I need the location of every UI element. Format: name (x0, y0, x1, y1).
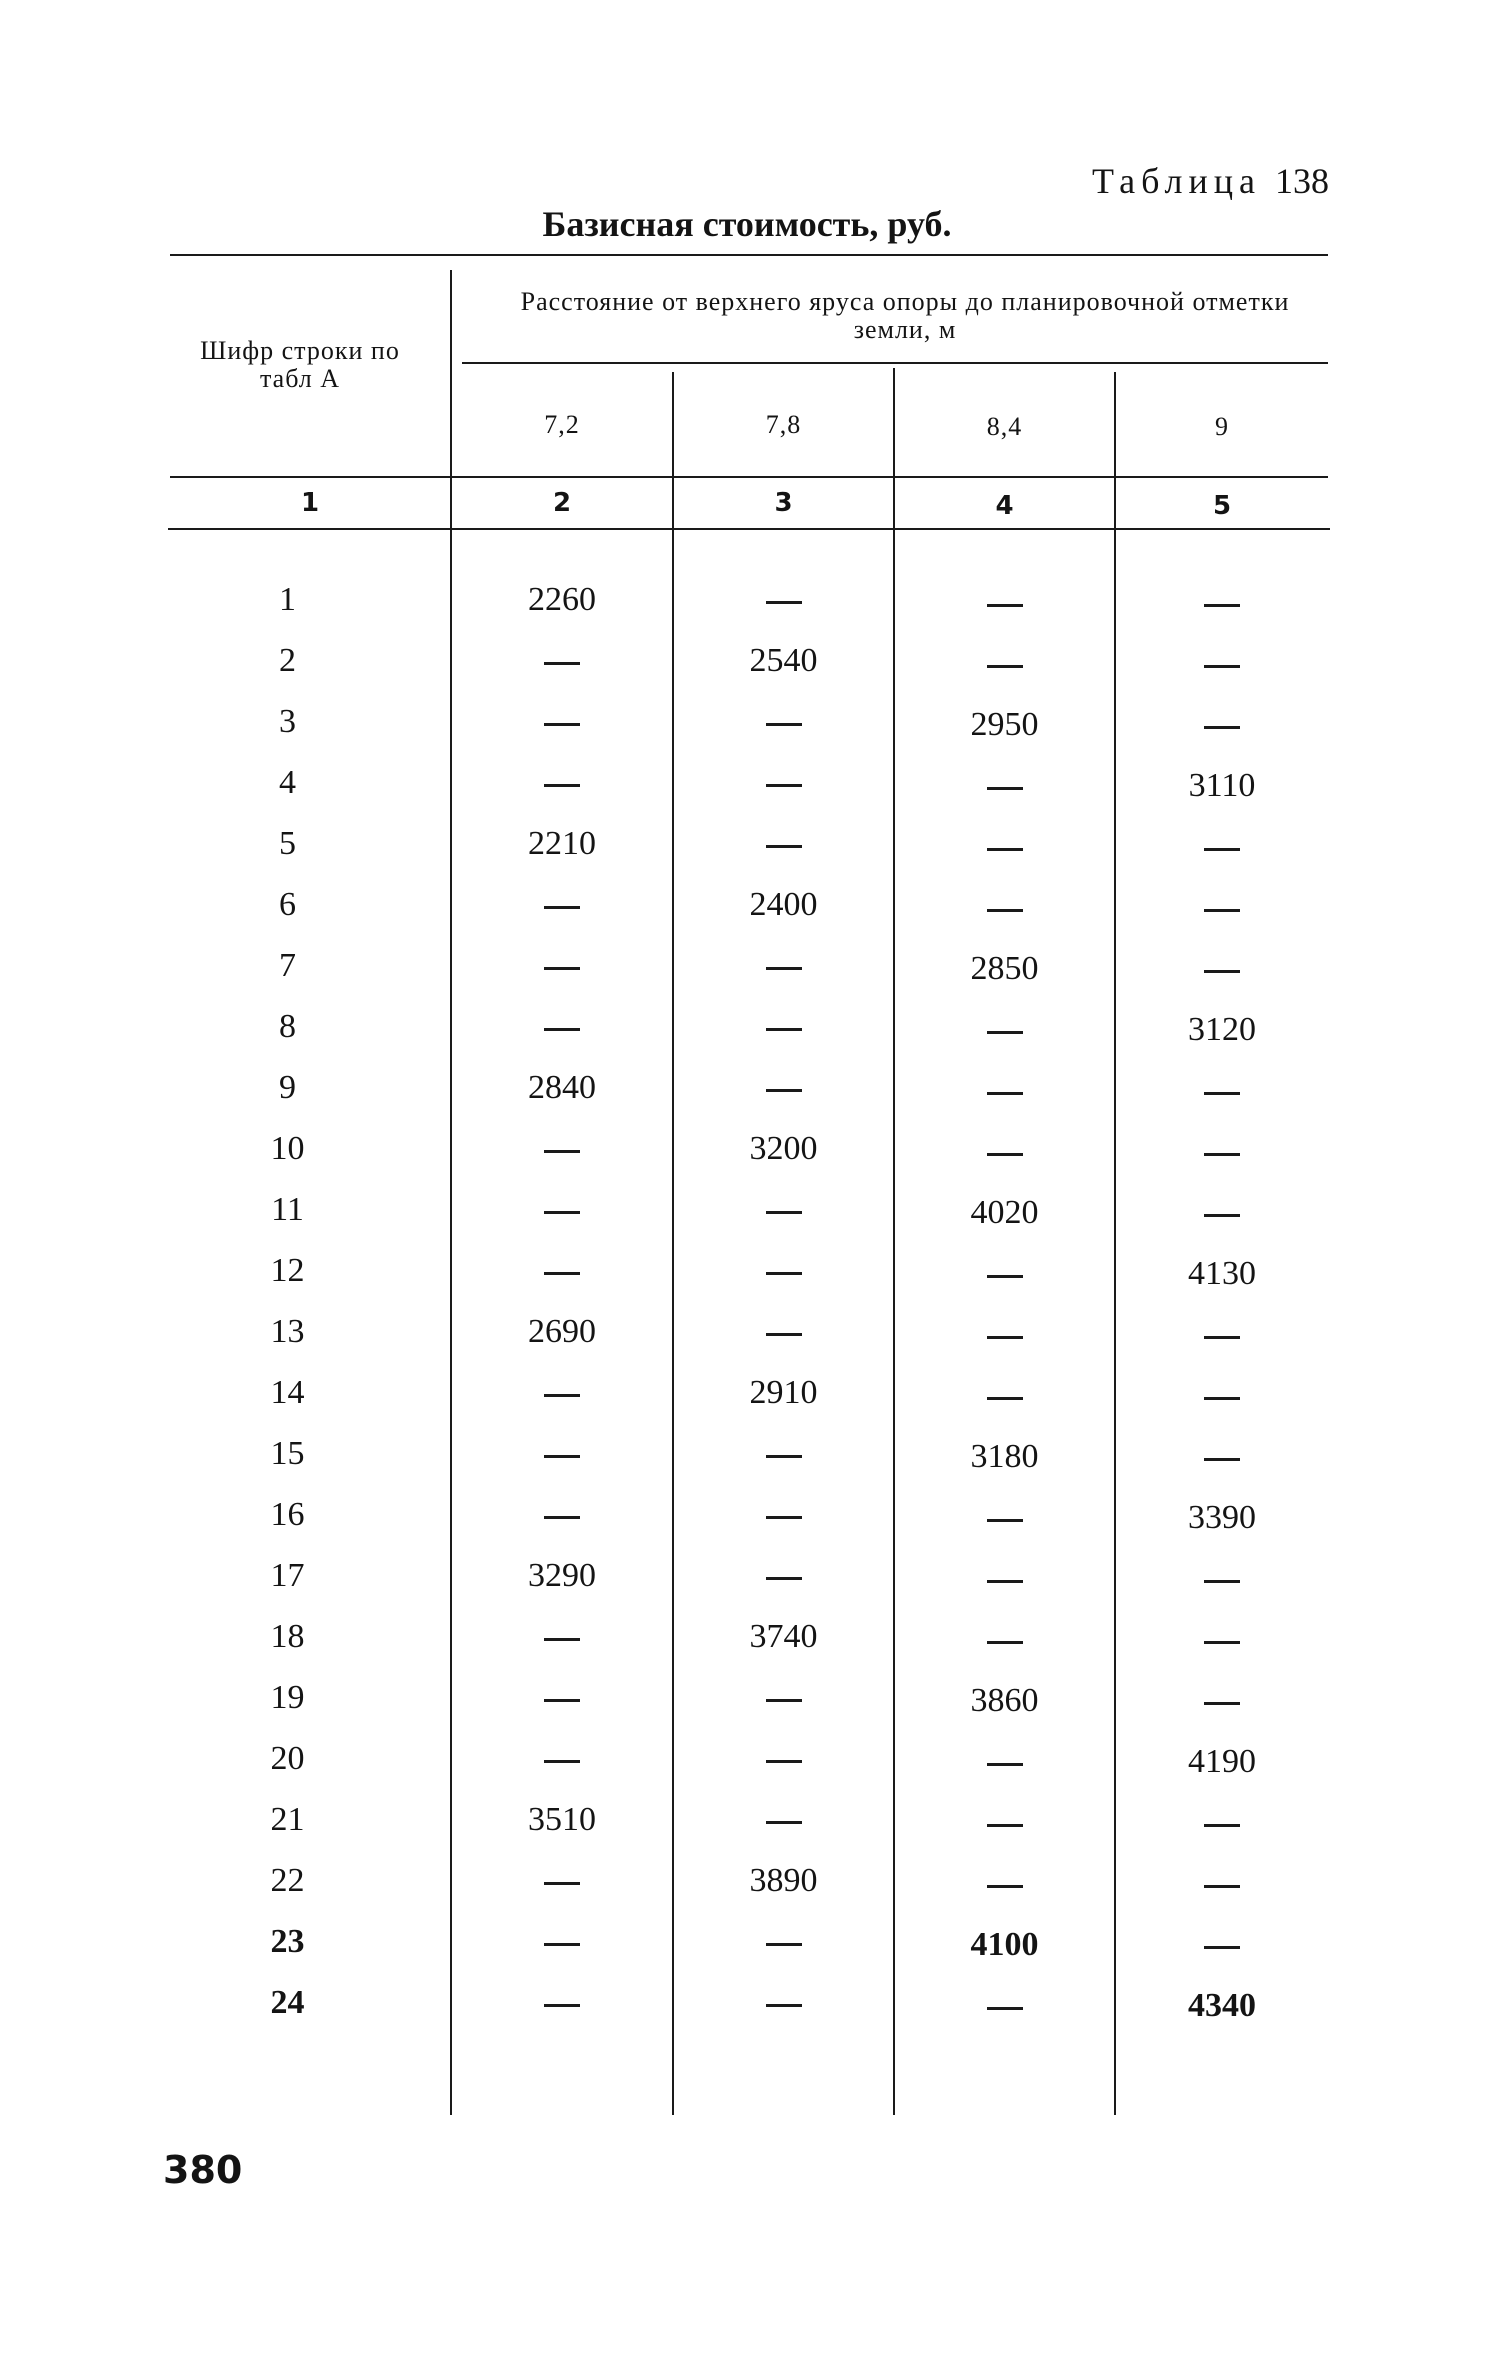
empty-cell-dash (674, 761, 893, 805)
empty-cell-dash (895, 1740, 1114, 1784)
dash-mark (1204, 1641, 1240, 1644)
cost-value: 2540 (749, 642, 818, 679)
empty-cell-dash (1116, 1557, 1328, 1601)
empty-cell-dash (674, 1188, 893, 1232)
empty-cell-dash (1116, 886, 1328, 930)
dash-mark (766, 1516, 802, 1519)
cost-value: 2840 (528, 1069, 596, 1106)
empty-cell-dash (1116, 947, 1328, 991)
empty-cell-dash (452, 1127, 672, 1171)
dash-mark (1204, 1336, 1240, 1339)
empty-cell-dash (1116, 1923, 1328, 1967)
empty-cell-dash (1116, 1191, 1328, 1235)
dash-mark (987, 1397, 1023, 1400)
dash-mark (766, 1272, 802, 1275)
row-code: 1 (279, 581, 296, 618)
dash-mark (544, 1028, 580, 1031)
row-code: 8 (279, 1008, 296, 1045)
empty-cell-dash (1116, 581, 1328, 625)
row-code: 5 (279, 825, 296, 862)
dash-mark (766, 1821, 802, 1824)
header-bottom-rule (168, 528, 1330, 530)
empty-cell-dash (452, 1249, 672, 1293)
dash-mark (544, 967, 580, 970)
row-code: 2 (279, 642, 296, 679)
empty-cell-dash (895, 1374, 1114, 1418)
dash-mark (987, 1519, 1023, 1522)
empty-cell-dash (674, 944, 893, 988)
cost-value: 4100 (970, 1926, 1039, 1963)
dash-mark (987, 665, 1023, 668)
row-code: 3 (279, 703, 296, 740)
cost-value: 3110 (1188, 767, 1256, 804)
empty-cell-dash (1116, 1435, 1328, 1479)
dash-mark (1204, 1092, 1240, 1095)
empty-cell-dash (1116, 1130, 1328, 1174)
dash-mark (1204, 1885, 1240, 1888)
dash-mark (544, 784, 580, 787)
cost-value: 2260 (528, 581, 596, 618)
empty-cell-dash (452, 1676, 672, 1720)
row-code: 17 (270, 1557, 305, 1594)
empty-cell-dash (674, 1249, 893, 1293)
row-code: 18 (270, 1618, 305, 1655)
table-number: 138 (1275, 161, 1329, 201)
dash-mark (987, 1580, 1023, 1583)
dash-mark (1204, 1397, 1240, 1400)
column-number-5: 5 (1212, 491, 1232, 521)
empty-cell-dash (674, 1066, 893, 1110)
dash-mark (1204, 1824, 1240, 1827)
dash-mark (987, 909, 1023, 912)
dash-mark (987, 1824, 1023, 1827)
dash-mark (1204, 665, 1240, 668)
column-divider-4 (1114, 372, 1116, 2115)
row-code: 10 (270, 1130, 305, 1167)
empty-cell-dash (895, 886, 1114, 930)
dash-mark (987, 2007, 1023, 2010)
cost-value: 2210 (528, 825, 596, 862)
empty-cell-dash (1116, 1801, 1328, 1845)
empty-cell-dash (452, 1371, 672, 1415)
dash-mark (1204, 726, 1240, 729)
dash-mark (766, 1028, 802, 1031)
dash-mark (1204, 1702, 1240, 1705)
dash-mark (766, 967, 802, 970)
cost-value: 3390 (1188, 1499, 1256, 1536)
header-distance-3: 8,4 (986, 412, 1023, 441)
dash-mark (766, 1760, 802, 1763)
empty-cell-dash (452, 1188, 672, 1232)
empty-cell-dash (895, 825, 1114, 869)
dash-mark (544, 1760, 580, 1763)
dash-mark (544, 1272, 580, 1275)
header-top-rule (170, 254, 1328, 256)
cost-value: 3890 (749, 1862, 818, 1899)
dash-mark (544, 723, 580, 726)
cost-value: 2910 (749, 1374, 818, 1411)
page-number: 380 (163, 2148, 243, 2192)
row-code: 23 (270, 1923, 305, 1960)
empty-cell-dash (1116, 1069, 1328, 1113)
row-code: 22 (270, 1862, 305, 1899)
row-code: 9 (279, 1069, 296, 1106)
table-label-word: Таблица (1092, 161, 1261, 201)
header-distance-4: 9 (1215, 412, 1229, 441)
dash-mark (987, 604, 1023, 607)
empty-cell-dash (674, 1676, 893, 1720)
dash-mark (1204, 1946, 1240, 1949)
empty-cell-dash (674, 822, 893, 866)
dash-mark (766, 1699, 802, 1702)
dash-mark (766, 1333, 802, 1336)
empty-cell-dash (452, 1432, 672, 1476)
cost-value: 3860 (970, 1682, 1039, 1719)
empty-cell-dash (452, 1005, 672, 1049)
row-code: 12 (270, 1252, 305, 1289)
dash-mark (1204, 1580, 1240, 1583)
cost-value: 2690 (528, 1313, 596, 1350)
dash-mark (987, 1031, 1023, 1034)
cost-value: 3180 (970, 1438, 1039, 1475)
dash-mark (987, 1641, 1023, 1644)
row-code: 7 (279, 947, 296, 984)
row-code: 4 (279, 764, 296, 801)
dash-mark (1204, 1214, 1240, 1217)
header-distance-2: 7,8 (765, 410, 802, 439)
empty-cell-dash (1116, 1374, 1328, 1418)
cost-value: 2950 (970, 706, 1039, 743)
empty-cell-dash (895, 1618, 1114, 1662)
cost-value: 4130 (1188, 1255, 1256, 1292)
dash-mark (987, 848, 1023, 851)
empty-cell-dash (895, 642, 1114, 686)
empty-cell-dash (674, 1493, 893, 1537)
empty-cell-dash (1116, 1618, 1328, 1662)
row-code: 13 (270, 1313, 305, 1350)
row-code: 14 (270, 1374, 305, 1411)
column-number-1: 1 (300, 488, 320, 518)
cost-value: 3290 (528, 1557, 596, 1594)
dash-mark (544, 1516, 580, 1519)
empty-cell-dash (452, 944, 672, 988)
dash-mark (766, 1455, 802, 1458)
cost-value: 4020 (970, 1194, 1039, 1231)
cost-value: 3120 (1188, 1011, 1256, 1048)
dash-mark (766, 784, 802, 787)
dash-mark (766, 2004, 802, 2007)
dash-mark (987, 787, 1023, 790)
empty-cell-dash (895, 1252, 1114, 1296)
dash-mark (544, 1211, 580, 1214)
dash-mark (1204, 909, 1240, 912)
cost-value: 4190 (1188, 1743, 1256, 1780)
empty-cell-dash (674, 1737, 893, 1781)
dash-mark (544, 662, 580, 665)
empty-cell-dash (895, 1862, 1114, 1906)
dash-mark (987, 1885, 1023, 1888)
empty-cell-dash (895, 1008, 1114, 1052)
header-colnum-rule (170, 476, 1328, 478)
empty-cell-dash (674, 1554, 893, 1598)
column-number-4: 4 (995, 491, 1014, 521)
dash-mark (544, 1394, 580, 1397)
table-label (1092, 160, 1329, 202)
empty-cell-dash (1116, 1862, 1328, 1906)
dash-mark (766, 601, 802, 604)
empty-cell-dash (452, 1493, 672, 1537)
empty-cell-dash (452, 1737, 672, 1781)
empty-cell-dash (1116, 642, 1328, 686)
empty-cell-dash (895, 1069, 1114, 1113)
header-row-code: Шифр строки по табл А (200, 336, 400, 393)
empty-cell-dash (674, 700, 893, 744)
dash-mark (987, 1092, 1023, 1095)
dash-mark (1204, 970, 1240, 973)
dash-mark (544, 1882, 580, 1885)
dash-mark (544, 1455, 580, 1458)
column-divider-3 (893, 368, 895, 2115)
empty-cell-dash (895, 1313, 1114, 1357)
cost-value: 3740 (749, 1618, 818, 1655)
empty-cell-dash (674, 1981, 893, 2025)
dash-mark (766, 1577, 802, 1580)
empty-cell-dash (452, 1981, 672, 2025)
cost-value: 2400 (749, 886, 818, 923)
empty-cell-dash (674, 1798, 893, 1842)
empty-cell-dash (452, 761, 672, 805)
empty-cell-dash (452, 883, 672, 927)
cost-value: 3510 (528, 1801, 596, 1838)
empty-cell-dash (895, 1130, 1114, 1174)
dash-mark (1204, 1458, 1240, 1461)
empty-cell-dash (1116, 1679, 1328, 1723)
empty-cell-dash (1116, 825, 1328, 869)
column-number-2: 2 (552, 488, 572, 518)
empty-cell-dash (674, 1310, 893, 1354)
row-code: 24 (270, 1984, 305, 2021)
empty-cell-dash (895, 764, 1114, 808)
empty-cell-dash (1116, 1313, 1328, 1357)
dash-mark (1204, 1153, 1240, 1156)
cost-value: 2850 (970, 950, 1039, 987)
dash-mark (544, 1699, 580, 1702)
row-code: 16 (270, 1496, 305, 1533)
dash-mark (987, 1763, 1023, 1766)
empty-cell-dash (1116, 703, 1328, 747)
cost-value: 4340 (1188, 1987, 1256, 2024)
empty-cell-dash (674, 578, 893, 622)
dash-mark (766, 845, 802, 848)
header-distance-group: Расстояние от верхнего яруса опоры до планировочной отметки земли, м (520, 287, 1290, 344)
cost-value: 3200 (749, 1130, 818, 1167)
empty-cell-dash (452, 1859, 672, 1903)
dash-mark (1204, 604, 1240, 607)
dash-mark (987, 1153, 1023, 1156)
empty-cell-dash (895, 1801, 1114, 1845)
dash-mark (1204, 848, 1240, 851)
header-distance-1: 7,2 (544, 410, 580, 439)
row-code: 20 (270, 1740, 305, 1777)
empty-cell-dash (452, 639, 672, 683)
dash-mark (544, 906, 580, 909)
dash-mark (544, 1943, 580, 1946)
row-code: 15 (270, 1435, 305, 1472)
row-code: 6 (279, 886, 296, 923)
empty-cell-dash (674, 1005, 893, 1049)
dash-mark (544, 1638, 580, 1641)
dash-mark (766, 723, 802, 726)
empty-cell-dash (895, 1984, 1114, 2028)
dash-mark (544, 1150, 580, 1153)
dash-mark (766, 1089, 802, 1092)
empty-cell-dash (895, 1496, 1114, 1540)
dash-mark (766, 1211, 802, 1214)
header-group-rule (462, 362, 1328, 364)
empty-cell-dash (452, 700, 672, 744)
empty-cell-dash (452, 1920, 672, 1964)
empty-cell-dash (452, 1615, 672, 1659)
dash-mark (987, 1336, 1023, 1339)
column-number-3: 3 (774, 488, 793, 518)
empty-cell-dash (895, 581, 1114, 625)
dash-mark (987, 1275, 1023, 1278)
empty-cell-dash (895, 1557, 1114, 1601)
empty-cell-dash (674, 1920, 893, 1964)
dash-mark (544, 2004, 580, 2007)
row-code: 11 (271, 1191, 304, 1228)
table-title: Базисная стоимость, руб. (542, 204, 952, 244)
column-divider-2 (672, 372, 674, 2115)
row-code: 21 (270, 1801, 305, 1838)
dash-mark (766, 1943, 802, 1946)
empty-cell-dash (674, 1432, 893, 1476)
row-code: 19 (270, 1679, 305, 1716)
